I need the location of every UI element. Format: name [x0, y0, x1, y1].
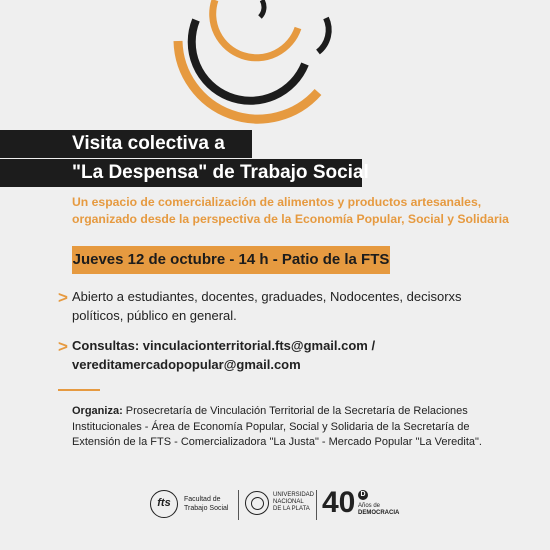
- organiza-label: Organiza:: [72, 405, 123, 417]
- fts-line-1: Facultad de: [184, 496, 221, 503]
- democracy-text: [358, 503, 399, 517]
- contact-email-1[interactable]: vinculacionterritorial.fts@gmail.com /: [142, 338, 376, 353]
- contact-line-1: [72, 336, 522, 355]
- contact-block: [72, 336, 522, 374]
- democracy-line-1: Años de: [358, 503, 381, 509]
- title-line-1: Visita colectiva a: [0, 130, 252, 158]
- arc-orange-inner: [213, 0, 298, 58]
- democracy-superscript: D: [358, 490, 368, 500]
- unlp-logo-text: [273, 492, 314, 513]
- subtitle-line-2: organizado desde la perspectiva de la Economía Popular, Social y Solidaria: [72, 212, 509, 226]
- fts-logo-text: [184, 496, 229, 513]
- audience-line-2: políticos, público en general.: [72, 308, 237, 323]
- democracy-line-2: DEMOCRACIA: [358, 510, 400, 516]
- organiza-block: [72, 404, 512, 451]
- fts-logo-icon: fts: [150, 490, 178, 518]
- unlp-seal-icon: [245, 491, 269, 515]
- chevron-right-icon: >: [58, 288, 68, 307]
- arc-dark-small: [260, 0, 264, 17]
- contact-email-2[interactable]: vereditamercadopopular@gmail.com: [72, 357, 301, 372]
- subtitle-line-1: Un espacio de comercialización de alimentos y productos artesanales,: [72, 195, 482, 209]
- arc-dark-upper-right: [318, 18, 329, 52]
- organiza-line-1: [72, 404, 512, 420]
- decorative-arcs: [0, 0, 550, 130]
- footer-separator: [238, 490, 239, 520]
- unlp-line-3: DE LA PLATA: [273, 506, 310, 512]
- divider: [58, 389, 100, 391]
- audience-text: [72, 287, 522, 325]
- title-line-2: "La Despensa" de Trabajo Social: [0, 159, 362, 187]
- chevron-right-icon: >: [58, 337, 68, 356]
- unlp-line-1: UNIVERSIDAD: [273, 492, 315, 498]
- event-date-box: Jueves 12 de octubre - 14 h - Patio de la FTS: [72, 246, 390, 274]
- organiza-line-2: Institucionales - Área de Economía Popular, Social y Solidaria de la Secretaría de: [72, 420, 470, 433]
- organiza-line-1-text: Prosecretaría de Vinculación Territorial de la Secretaría de Relaciones: [125, 405, 468, 417]
- contact-label: Consultas:: [72, 338, 140, 353]
- organiza-line-3: Extensión de la FTS - Comercializadora "La Justa" - Mercado Popular "La Veredita".: [72, 436, 482, 448]
- democracy-number: 40: [322, 486, 356, 519]
- unlp-line-2: NACIONAL: [273, 499, 304, 505]
- footer-separator: [316, 490, 317, 520]
- footer-logos: [150, 488, 410, 524]
- fts-line-2: Trabajo Social: [184, 504, 229, 512]
- subtitle: [72, 194, 512, 228]
- audience-line-1: Abierto a estudiantes, docentes, graduades, Nodocentes, decisorxs: [72, 289, 462, 304]
